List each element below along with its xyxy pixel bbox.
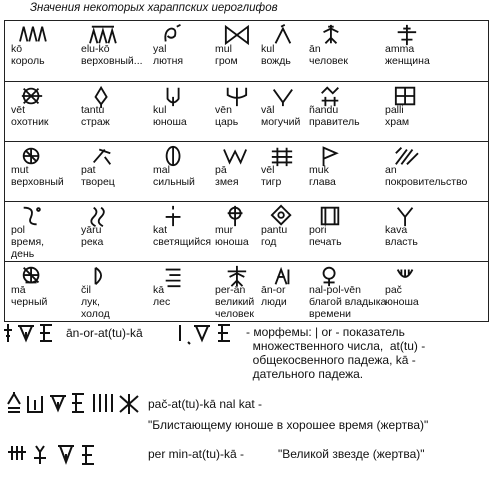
glyph-meaning: благой владыка времени bbox=[309, 296, 387, 320]
example3-glyph-sequence-icon bbox=[4, 442, 124, 473]
glyph-transliteration: pol bbox=[11, 224, 26, 236]
glyph-meaning: сильный bbox=[153, 176, 195, 188]
glyph-transliteration: yāru bbox=[81, 224, 102, 236]
glyph-transliteration: palli bbox=[385, 104, 404, 116]
glyph-meaning: юноша bbox=[153, 116, 187, 128]
morpheme-glyphs-icon bbox=[176, 322, 236, 349]
glyph-meaning: покровительство bbox=[385, 176, 468, 188]
glyph-transliteration: pat bbox=[81, 164, 96, 176]
glyph-transliteration: mal bbox=[153, 164, 170, 176]
glyph-row bbox=[5, 141, 488, 200]
glyph-meaning: могучий bbox=[261, 116, 301, 128]
glyph-table bbox=[4, 20, 489, 322]
glyph-transliteration: vēl bbox=[261, 164, 275, 176]
glyph-meaning: женщина bbox=[385, 55, 430, 67]
glyph-transliteration: kā bbox=[153, 284, 165, 296]
glyph-meaning: река bbox=[81, 236, 104, 248]
glyph-meaning: время, день bbox=[11, 236, 45, 260]
glyph-transliteration: čil bbox=[81, 284, 91, 296]
glyph-transliteration: kō bbox=[11, 43, 23, 55]
glyph-meaning: лес bbox=[153, 296, 171, 308]
glyph-transliteration: vāl bbox=[261, 104, 275, 116]
example1-glyph-sequence-icon bbox=[4, 322, 64, 349]
glyph-meaning: черный bbox=[11, 296, 48, 308]
glyph-meaning: люди bbox=[261, 296, 287, 308]
glyph-meaning: юноша bbox=[215, 236, 249, 248]
glyph-meaning: тигр bbox=[261, 176, 282, 188]
glyph-transliteration: elu-kō bbox=[81, 43, 110, 55]
glyph-row bbox=[5, 261, 488, 320]
example2-translation: "Блистающему юноше в хорошее время (жертва)" bbox=[148, 418, 429, 432]
example2-transliteration: pač-at(tu)-kā nal kat - bbox=[148, 397, 263, 411]
glyph-meaning: король bbox=[11, 55, 45, 67]
glyph-transliteration: vēt bbox=[11, 104, 26, 116]
glyph-transliteration: mul bbox=[215, 43, 232, 55]
glyph-meaning: светящийся bbox=[153, 236, 212, 248]
glyph-transliteration: an bbox=[385, 164, 397, 176]
glyph-transliteration: mur bbox=[215, 224, 234, 236]
glyph-row bbox=[5, 201, 488, 260]
glyph-meaning: человек bbox=[309, 55, 348, 67]
glyph-transliteration: pori bbox=[309, 224, 327, 236]
glyph-meaning: гром bbox=[215, 55, 238, 67]
glyph-transliteration: tantu bbox=[81, 104, 105, 116]
glyph-transliteration: pač bbox=[385, 284, 402, 296]
glyph-transliteration: ān-or bbox=[261, 284, 286, 296]
glyph-transliteration: pantu bbox=[261, 224, 288, 236]
example3-translation: "Великой звезде (жертва)" bbox=[278, 447, 425, 461]
glyph-transliteration: pā bbox=[215, 164, 227, 176]
glyph-meaning: власть bbox=[385, 236, 418, 248]
glyph-meaning: царь bbox=[215, 116, 239, 128]
page-title: Значения некоторых хараппских иероглифов bbox=[30, 2, 278, 14]
glyph-meaning: глава bbox=[309, 176, 336, 188]
glyph-transliteration: kava bbox=[385, 224, 408, 236]
glyph-meaning: лютня bbox=[153, 55, 184, 67]
example1-transliteration: ān-or-at(tu)-kā bbox=[66, 326, 143, 340]
glyph-meaning: верховный... bbox=[81, 55, 143, 67]
glyph-transliteration: ān bbox=[309, 43, 321, 55]
glyph-meaning: вождь bbox=[261, 55, 291, 67]
glyph-transliteration: kat bbox=[153, 224, 168, 236]
glyph-meaning: правитель bbox=[309, 116, 360, 128]
example1-morpheme-note: - морфемы: | or - показатель множественного числа, at(tu) - общекосвенного падежа, kā - дательного падежа. bbox=[246, 325, 426, 381]
glyph-transliteration: muk bbox=[309, 164, 329, 176]
glyph-meaning: змея bbox=[215, 176, 239, 188]
glyph-meaning: верховный bbox=[11, 176, 64, 188]
glyph-meaning: храм bbox=[385, 116, 410, 128]
glyph-transliteration: vēn bbox=[215, 104, 232, 116]
glyph-transliteration: mut bbox=[11, 164, 29, 176]
glyph-meaning: юноша bbox=[385, 296, 419, 308]
example2-glyph-sequence-icon bbox=[4, 390, 144, 423]
glyph-transliteration: kul bbox=[261, 43, 275, 55]
glyph-transliteration: per-ān bbox=[215, 284, 246, 296]
glyph-meaning: страж bbox=[81, 116, 110, 128]
glyph-meaning: печать bbox=[309, 236, 342, 248]
glyph-transliteration: amma bbox=[385, 43, 415, 55]
glyph-meaning: год bbox=[261, 236, 277, 248]
glyph-row bbox=[5, 21, 488, 79]
glyph-transliteration: yal bbox=[153, 43, 167, 55]
glyph-transliteration: ñandu bbox=[309, 104, 339, 116]
glyph-meaning: великий человек bbox=[215, 296, 255, 320]
glyph-transliteration: kul bbox=[153, 104, 167, 116]
glyph-transliteration: mā bbox=[11, 284, 26, 296]
glyph-transliteration: nal-pol-vēn bbox=[309, 284, 361, 296]
glyph-meaning: творец bbox=[81, 176, 115, 188]
example3-transliteration: per min-at(tu)-kā - bbox=[148, 447, 245, 461]
glyph-row bbox=[5, 81, 488, 140]
glyph-meaning: лук, холод bbox=[81, 296, 110, 320]
glyph-meaning: охотник bbox=[11, 116, 49, 128]
